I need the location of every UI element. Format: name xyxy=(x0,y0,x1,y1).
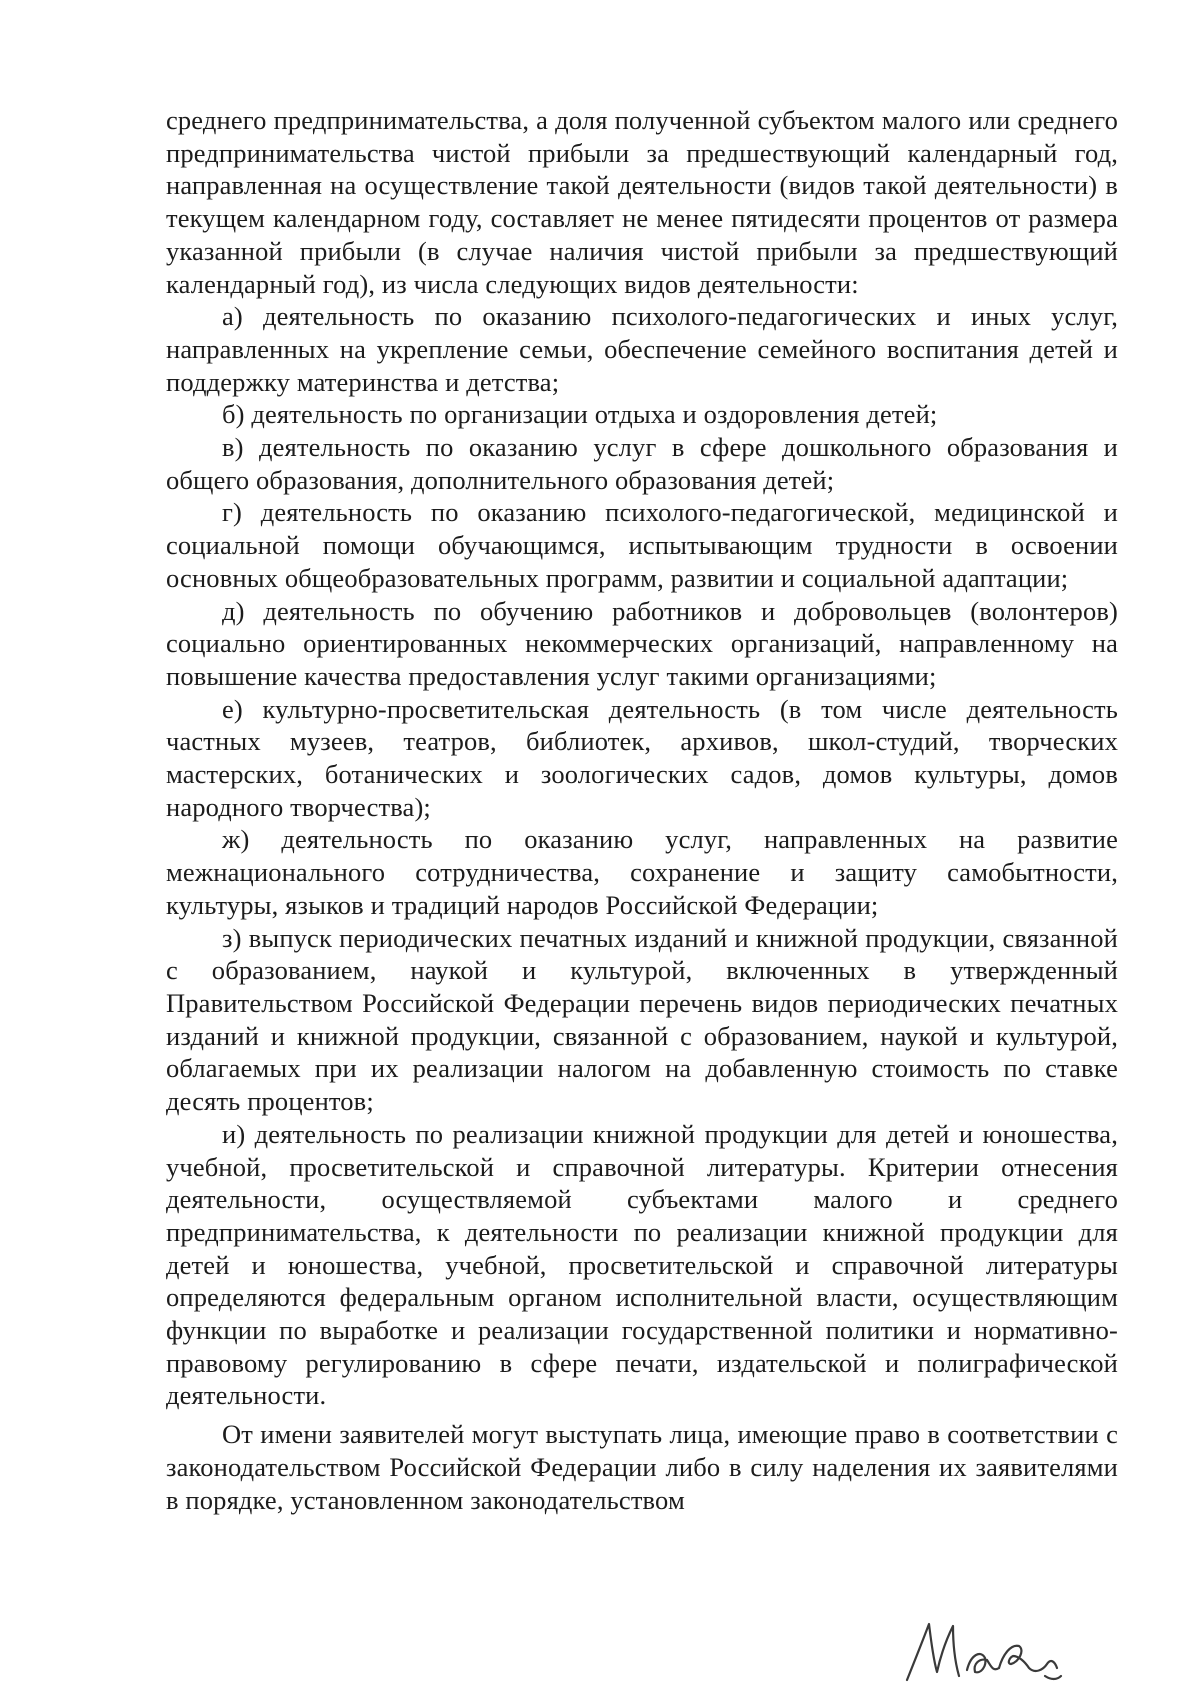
list-item-zh: ж) деятельность по оказанию услуг, направленных на развитие межнационального сотрудничества, сохранение и защиту самобытности, культуры, языков и традиций народов Российской Федерации; xyxy=(166,824,1118,920)
list-item-b: б) деятельность по организации отдыха и оздоровления детей; xyxy=(222,399,938,430)
list-item-a: а) деятельность по оказанию психолого-педагогических и иных услуг, направленных на укрепление семьи, обеспечение семейного воспитания детей и поддержку материнства и детства; xyxy=(166,301,1118,397)
document-body xyxy=(166,104,1118,1516)
signature-strokes xyxy=(907,1624,1061,1680)
list-item-z: з) выпуск периодических печатных изданий и книжной продукции, связанной с образованием, наукой и культурой, включенных в утвержденный Правительством Российской Федерации перечень видов периодических печатных изданий и книжной продукции, связанной с образованием, наукой и культурой, облагаемых при их реализации налогом на добавленную стоимость по ставке десять процентов; xyxy=(166,922,1118,1117)
list-item-e: е) культурно-просветительская деятельность (в том числе деятельность частных музеев, театров, библиотек, архивов, школ-студий, творческих мастерских, ботанических и зоологических садов, домов культуры, домов народного творчества); xyxy=(166,693,1118,822)
list-item-g: г) деятельность по оказанию психолого-педагогической, медицинской и социальной помощи обучающимся, испытывающим трудности в освоении основных общеобразовательных программ, развитии и социальной адаптации; xyxy=(166,497,1118,593)
list-item-i: и) деятельность по реализации книжной продукции для детей и юношества, учебной, просветительской и справочной литературы. Критерии отнесения деятельности, осуществляемой субъектами малого и среднего предпринимательства, к деятельности по реализации книжной продукции для детей и юношества, учебной, просветительской и справочной литературы определяются федеральным органом исполнительной власти, осуществляющим функции по выработке и реализации государственной политики и нормативно-правовому регулированию в сфере печати, издательской и полиграфической деятельности. xyxy=(166,1118,1118,1411)
paragraph-intro: среднего предпринимательства, а доля полученной субъектом малого или среднего предпринимательства чистой прибыли за предшествующий календарный год, направленная на осуществление такой деятельности (видов такой деятельности) в текущем календарном году, составляет не менее пятидесяти процентов от размера указанной прибыли (в случае наличия чистой прибыли за предшествующий календарный год), из числа следующих видов деятельности: xyxy=(166,105,1118,299)
handwritten-signature-icon xyxy=(895,1610,1085,1690)
list-item-v: в) деятельность по оказанию услуг в сфере дошкольного образования и общего образования, дополнительного образования детей; xyxy=(166,432,1118,495)
list-item-d: д) деятельность по обучению работников и добровольцев (волонтеров) социально ориентированных некоммерческих организаций, направленному на повышение качества предоставления услуг такими организациями; xyxy=(166,595,1118,691)
paragraph-representatives: От имени заявителей могут выступать лица, имеющие право в соответствии с законодательством Российской Федерации либо в силу наделения их заявителями в порядке, установленном законодательством xyxy=(166,1419,1118,1515)
